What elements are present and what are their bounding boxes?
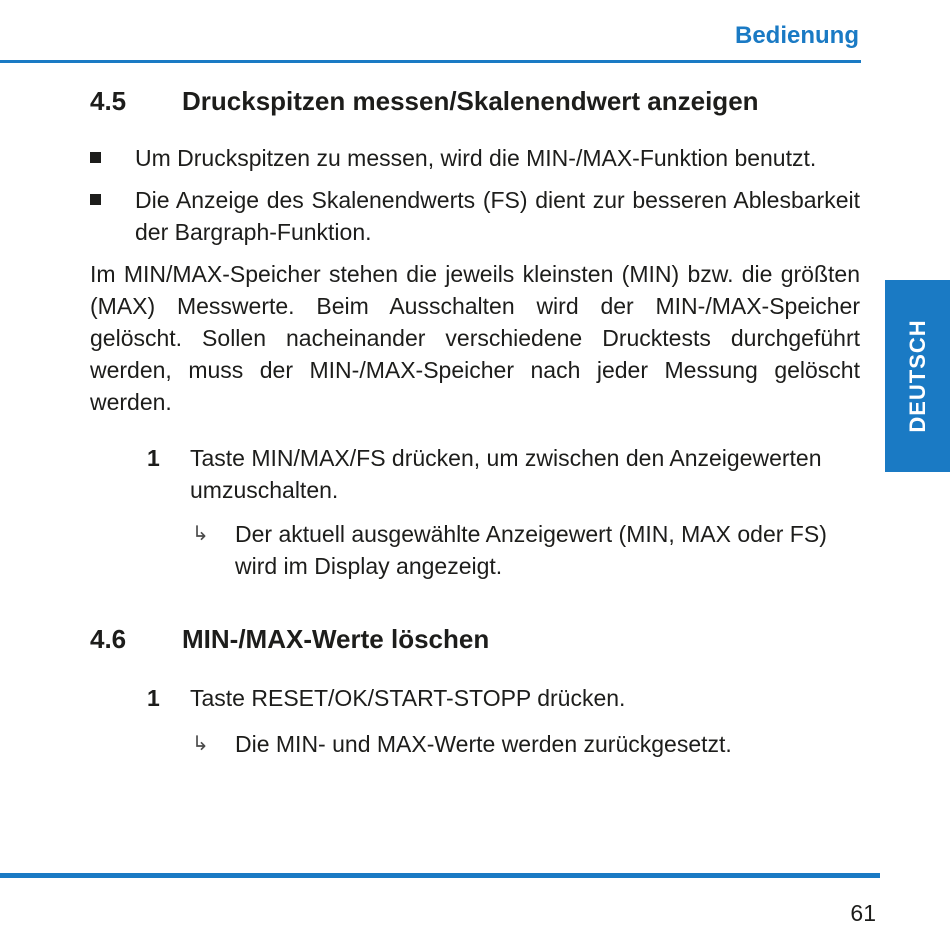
instruction-step bbox=[90, 682, 860, 714]
instruction-step bbox=[90, 442, 860, 506]
result-text: Die MIN- und MAX-Werte werden zurückgesetzt. bbox=[235, 731, 732, 757]
result-arrow-icon: ↳ bbox=[192, 733, 209, 755]
body-paragraph: Im MIN/MAX-Speicher stehen die jeweils kleinsten (MIN) bzw. die größten (MAX) Messwerte. Beim Ausschalten wird der MIN-/MAX-Speicher gelöscht. Sollen nacheinander verschiedene Drucktests durchgeführt werden, muss der MIN-/MAX-Speicher nach jeder Messung gelöscht werden. bbox=[90, 261, 860, 415]
square-bullet-icon bbox=[90, 194, 101, 205]
step-text: Taste MIN/MAX/FS drücken, um zwischen den Anzeigewerten umzuschalten. bbox=[190, 445, 822, 503]
page-content bbox=[90, 84, 860, 760]
list-item-text: Um Druckspitzen zu messen, wird die MIN-/MAX-Funktion benutzt. bbox=[135, 145, 817, 171]
step-number: 1 bbox=[147, 685, 160, 711]
footer-rule bbox=[0, 873, 880, 878]
list-item bbox=[90, 142, 860, 174]
step-result bbox=[90, 728, 860, 760]
section-title: MIN-/MAX-Werte löschen bbox=[182, 624, 490, 654]
section-number: 4.5 bbox=[90, 86, 127, 116]
section-number: 4.6 bbox=[90, 624, 127, 654]
step-result bbox=[90, 518, 860, 582]
section-heading-4-6 bbox=[90, 622, 860, 656]
section-heading-4-5 bbox=[90, 84, 860, 118]
list-item bbox=[90, 184, 860, 248]
language-tab-label: DEUTSCH bbox=[904, 319, 930, 433]
header-title: Bedienung bbox=[735, 22, 859, 49]
list-item-text: Die Anzeige des Skalenendwerts (FS) dient zur besseren Ablesbarkeit der Bargraph-Funktion. bbox=[135, 187, 860, 245]
result-arrow-icon: ↳ bbox=[192, 523, 209, 545]
language-tab bbox=[885, 280, 950, 472]
step-number: 1 bbox=[147, 445, 160, 471]
bullet-list bbox=[90, 142, 860, 248]
square-bullet-icon bbox=[90, 152, 101, 163]
header-rule bbox=[0, 60, 861, 63]
result-text: Der aktuell ausgewählte Anzeigewert (MIN, MAX oder FS) wird im Display angezeigt. bbox=[235, 521, 827, 579]
section-title: Druckspitzen messen/Skalenendwert anzeigen bbox=[182, 86, 759, 116]
page-number: 61 bbox=[850, 900, 876, 926]
step-text: Taste RESET/OK/START-STOPP drücken. bbox=[190, 685, 626, 711]
